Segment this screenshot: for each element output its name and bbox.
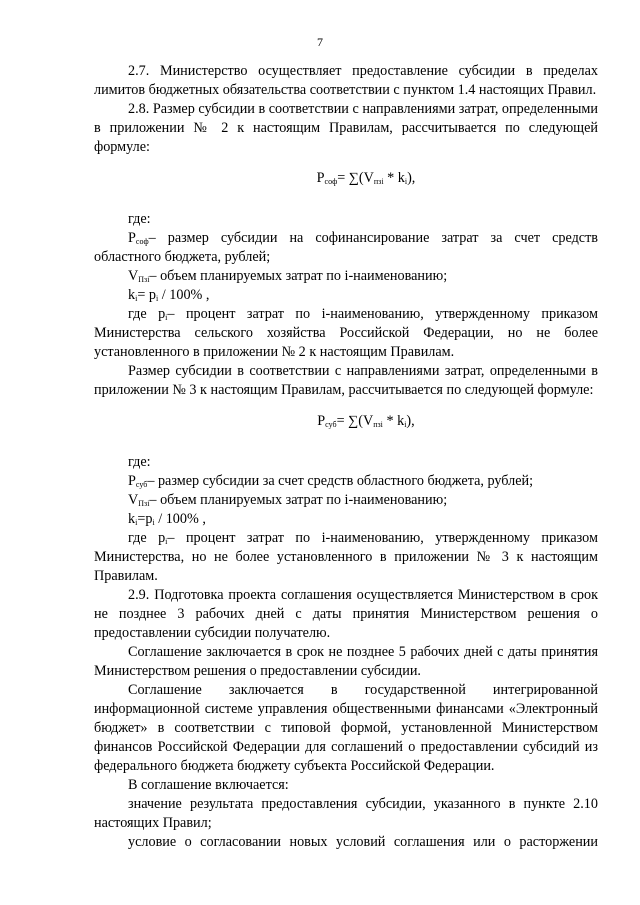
definition-p-i: где $p_i-$ процент затрат по i-наименованию, утвержденному приказом Министерства сельского хозяйства Российской Федерации, но не более установленного в приложении № 2 к настоящим Правилам. (94, 306, 598, 360)
definition-v-pz: $V_{Пзi}-$ объем планируемых затрат по i-наименованию; (128, 268, 448, 284)
paragraph-agreement-includes: В соглашение включается: (128, 777, 289, 793)
formula-lhs-sub: соф (324, 177, 338, 186)
formula-star: * (382, 413, 398, 429)
paragraph-agreement-term: Соглашение заключается в срок не позднее 5 рабочих дней с даты принятия Министерством решения о предоставлении субсидии. (94, 644, 598, 679)
paragraph-result-value: значение результата предоставления субсидии, указанного в пункте 2.10 настоящих Правил; (94, 796, 598, 831)
formula-subsidy (94, 412, 598, 431)
formula-k: k (397, 413, 405, 429)
document-body (94, 62, 598, 852)
where-label: где: (128, 211, 151, 227)
formula-v-sub: пзi (373, 177, 384, 186)
formula-end: ), (406, 413, 415, 429)
paragraph-2-7: 2.7. Министерство осуществляет предоставление субсидии в пределах лимитов бюджетных обязательства соответствии с пунктом 1.4 настоящих Правил. (94, 63, 598, 98)
definition-k: $k_i=p_i / 100\%$ , (128, 511, 206, 527)
formula-lhs: P (316, 170, 325, 186)
formula-mid: = ∑(V (337, 170, 374, 186)
definition-v-pz: $V_{Пзi}-$ объем планируемых затрат по i-наименованию; (128, 492, 448, 508)
formula-k-sub: i (404, 177, 408, 186)
formula-star: * (383, 170, 398, 186)
formula-lhs: P (317, 413, 326, 429)
paragraph-2-9: 2.9. Подготовка проекта соглашения осуществляется Министерством в срок не позднее 3 рабочих дней с даты принятия Министерством решения о предоставлении субсидии получателю. (94, 587, 598, 641)
paragraph-subsidy-size-3: Размер субсидии в соответствии с направлениями затрат, определенными в приложении № 3 к настоящим Правилам, рассчитывается по следующей формуле: (94, 363, 598, 398)
definition-p-i: где $p_i-$ процент затрат по i-наименованию, утвержденному приказом Министерства, но не более установленного в приложении № 3 к настоящим Правилам. (94, 530, 598, 584)
definition-p-sof: $P_{соф}-$ размер субсидии на софинансирование затрат за счет средств областного бюджета, рублей; (94, 230, 598, 265)
definition-k: $k_i= p_i / 100\%$ , (128, 287, 210, 303)
formula-end: ), (407, 170, 416, 186)
where-label: где: (128, 454, 151, 470)
formula-k: k (397, 170, 405, 186)
formula-sofinancing (94, 169, 598, 188)
formula-k-sub: i (404, 420, 407, 429)
paragraph-agreement-system: Соглашение заключается в государственной интегрированной информационной системе управления общественными финансами «Электронный бюджет» в соответствии с типовой формой, установленной Министерством финансов Российской Федерации для соглашений о предоставлении субсидий из федерального бюджета бюджету субъекта Российской Федерации. (94, 682, 598, 774)
formula-lhs-sub: суб (325, 420, 337, 429)
paragraph-2-8: 2.8. Размер субсидии в соответствии с направлениями затрат, определенными в приложении № 2 к настоящим Правилам, рассчитывается по следующей формуле: (94, 101, 598, 155)
paragraph-new-conditions: условие о согласовании новых условий соглашения или о расторжении (128, 834, 598, 850)
formula-mid: = ∑(V (336, 413, 374, 429)
page-number: 7 (317, 35, 323, 49)
definition-p-sub: $P_{суб}-$ размер субсидии за счет средств областного бюджета, рублей; (128, 473, 534, 489)
formula-v-sub: пзi (373, 420, 383, 429)
